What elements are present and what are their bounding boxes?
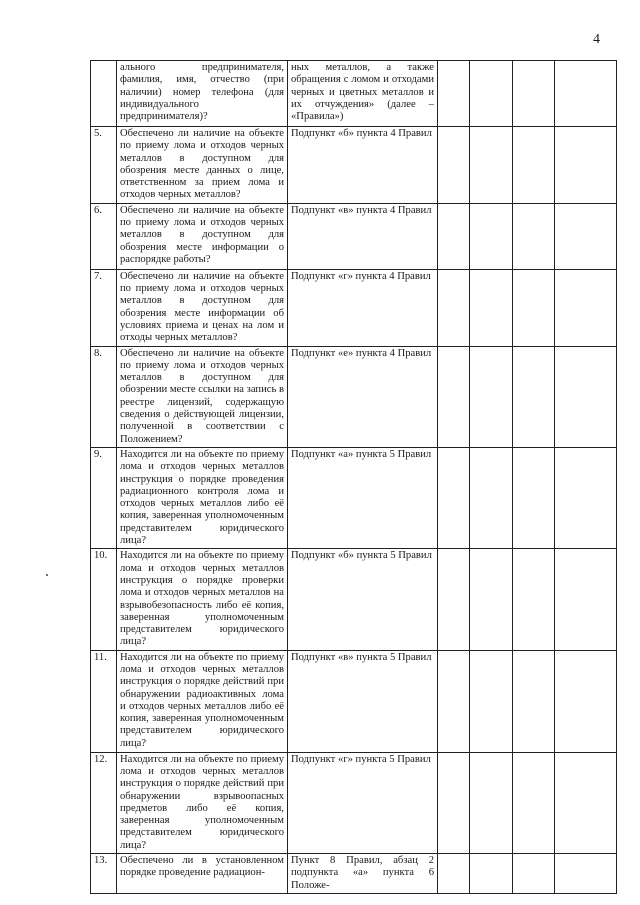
row-number: 9. <box>91 447 117 548</box>
answer-cell <box>555 854 617 894</box>
answer-cell <box>438 650 470 752</box>
answer-cell <box>438 269 470 346</box>
question-cell: ального предпринимателя, фамилия, имя, отчество (при наличии) номер телефона (для индивидуального предпринимателя)? <box>117 61 288 127</box>
checklist-row <box>91 346 617 447</box>
checklist-row <box>91 269 617 346</box>
answer-cell <box>470 127 513 204</box>
legal-reference-cell: Подпункт «г» пункта 4 Правил <box>288 269 438 346</box>
page-number: 4 <box>593 32 600 47</box>
scan-speck <box>46 574 48 576</box>
checklist-row <box>91 61 617 127</box>
legal-reference-cell: Подпункт «б» пункта 5 Правил <box>288 549 438 650</box>
answer-cell <box>438 854 470 894</box>
answer-cell <box>555 269 617 346</box>
question-cell: Находится ли на объекте по приему лома и отходов черных металлов инструкция о порядке проведения радиационного контроля лома и отходов черных металлов либо её копия, заверенная уполномоченным представителем юридического лица? <box>117 447 288 548</box>
row-number <box>91 61 117 127</box>
answer-cell <box>513 61 555 127</box>
checklist-row <box>91 549 617 650</box>
question-cell: Обеспечено ли наличие на объекте по приему лома и отходов черных металлов в доступном для обозрения месте информации об условиях приема и ценах на лом и отходы черных металлов? <box>117 269 288 346</box>
row-number: 6. <box>91 203 117 269</box>
answer-cell <box>555 752 617 853</box>
answer-cell <box>555 549 617 650</box>
answer-cell <box>513 752 555 853</box>
answer-cell <box>470 650 513 752</box>
answer-cell <box>513 854 555 894</box>
legal-reference-cell: Подпункт «а» пункта 5 Правил <box>288 447 438 548</box>
checklist-row <box>91 127 617 204</box>
answer-cell <box>470 61 513 127</box>
question-cell: Находится ли на объекте по приему лома и отходов черных металлов инструкция о порядке действий при обнаружении взрывоопасных предметов либо её копия, заверенная уполномоченным представителем юридического лица? <box>117 752 288 853</box>
legal-reference-cell: Подпункт «г» пункта 5 Правил <box>288 752 438 853</box>
answer-cell <box>438 127 470 204</box>
answer-cell <box>513 127 555 204</box>
checklist-row <box>91 650 617 752</box>
answer-cell <box>470 269 513 346</box>
answer-cell <box>513 346 555 447</box>
legal-reference-cell: Подпункт «в» пункта 5 Правил <box>288 650 438 752</box>
answer-cell <box>555 203 617 269</box>
answer-cell <box>555 127 617 204</box>
question-cell: Обеспечено ли наличие на объекте по приему лома и отходов черных металлов в доступном для обозрении месте ссылки на запись в реестре лицензий, содержащую сведения о действующей лицензии, полученной в соответствии с Положением? <box>117 346 288 447</box>
answer-cell <box>513 447 555 548</box>
row-number: 10. <box>91 549 117 650</box>
legal-reference-cell: Подпункт «е» пункта 4 Правил <box>288 346 438 447</box>
row-number: 11. <box>91 650 117 752</box>
question-cell: Находится ли на объекте по приему лома и отходов черных металлов инструкция о порядке проверки лома и отходов черных металлов на взрывобезопасность либо её копия, заверенная уполномоченным представителем юридического лица? <box>117 549 288 650</box>
checklist-table <box>90 60 617 894</box>
question-cell: Обеспечено ли в установленном порядке проведение радиацион- <box>117 854 288 894</box>
legal-reference-cell: Подпункт «в» пункта 4 Правил <box>288 203 438 269</box>
answer-cell <box>438 447 470 548</box>
answer-cell <box>513 650 555 752</box>
answer-cell <box>555 447 617 548</box>
answer-cell <box>470 447 513 548</box>
answer-cell <box>438 61 470 127</box>
answer-cell <box>513 269 555 346</box>
answer-cell <box>513 549 555 650</box>
answer-cell <box>470 346 513 447</box>
answer-cell <box>438 752 470 853</box>
checklist-row <box>91 854 617 894</box>
question-cell: Обеспечено ли наличие на объекте по приему лома и отходов черных металлов в доступном для обозрения месте информации о распорядке работы? <box>117 203 288 269</box>
answer-cell <box>470 854 513 894</box>
answer-cell <box>555 346 617 447</box>
answer-cell <box>555 650 617 752</box>
checklist-row <box>91 203 617 269</box>
question-cell: Обеспечено ли наличие на объекте по приему лома и отходов черных металлов в доступном для обозрения месте данных о лице, ответственном за прием лома и отходов черных металлов? <box>117 127 288 204</box>
row-number: 12. <box>91 752 117 853</box>
answer-cell <box>513 203 555 269</box>
legal-reference-cell: Пункт 8 Правил, абзац 2 подпункта «а» пункта 6 Положе- <box>288 854 438 894</box>
row-number: 8. <box>91 346 117 447</box>
row-number: 13. <box>91 854 117 894</box>
answer-cell <box>470 549 513 650</box>
legal-reference-cell: ных металлов, а также обращения с ломом и отходами черных и цветных металлов и их отчуждения» (далее – «Правила») <box>288 61 438 127</box>
row-number: 5. <box>91 127 117 204</box>
answer-cell <box>470 203 513 269</box>
legal-reference-cell: Подпункт «б» пункта 4 Правил <box>288 127 438 204</box>
question-cell: Находится ли на объекте по приему лома и отходов черных металлов инструкция о порядке действий при обнаружении радиоактивных лома и отходов черных металлов либо её копия, заверенная уполномоченным представителем юридического лица? <box>117 650 288 752</box>
answer-cell <box>555 61 617 127</box>
answer-cell <box>470 752 513 853</box>
checklist-row <box>91 752 617 853</box>
checklist-row <box>91 447 617 548</box>
answer-cell <box>438 346 470 447</box>
answer-cell <box>438 549 470 650</box>
answer-cell <box>438 203 470 269</box>
row-number: 7. <box>91 269 117 346</box>
